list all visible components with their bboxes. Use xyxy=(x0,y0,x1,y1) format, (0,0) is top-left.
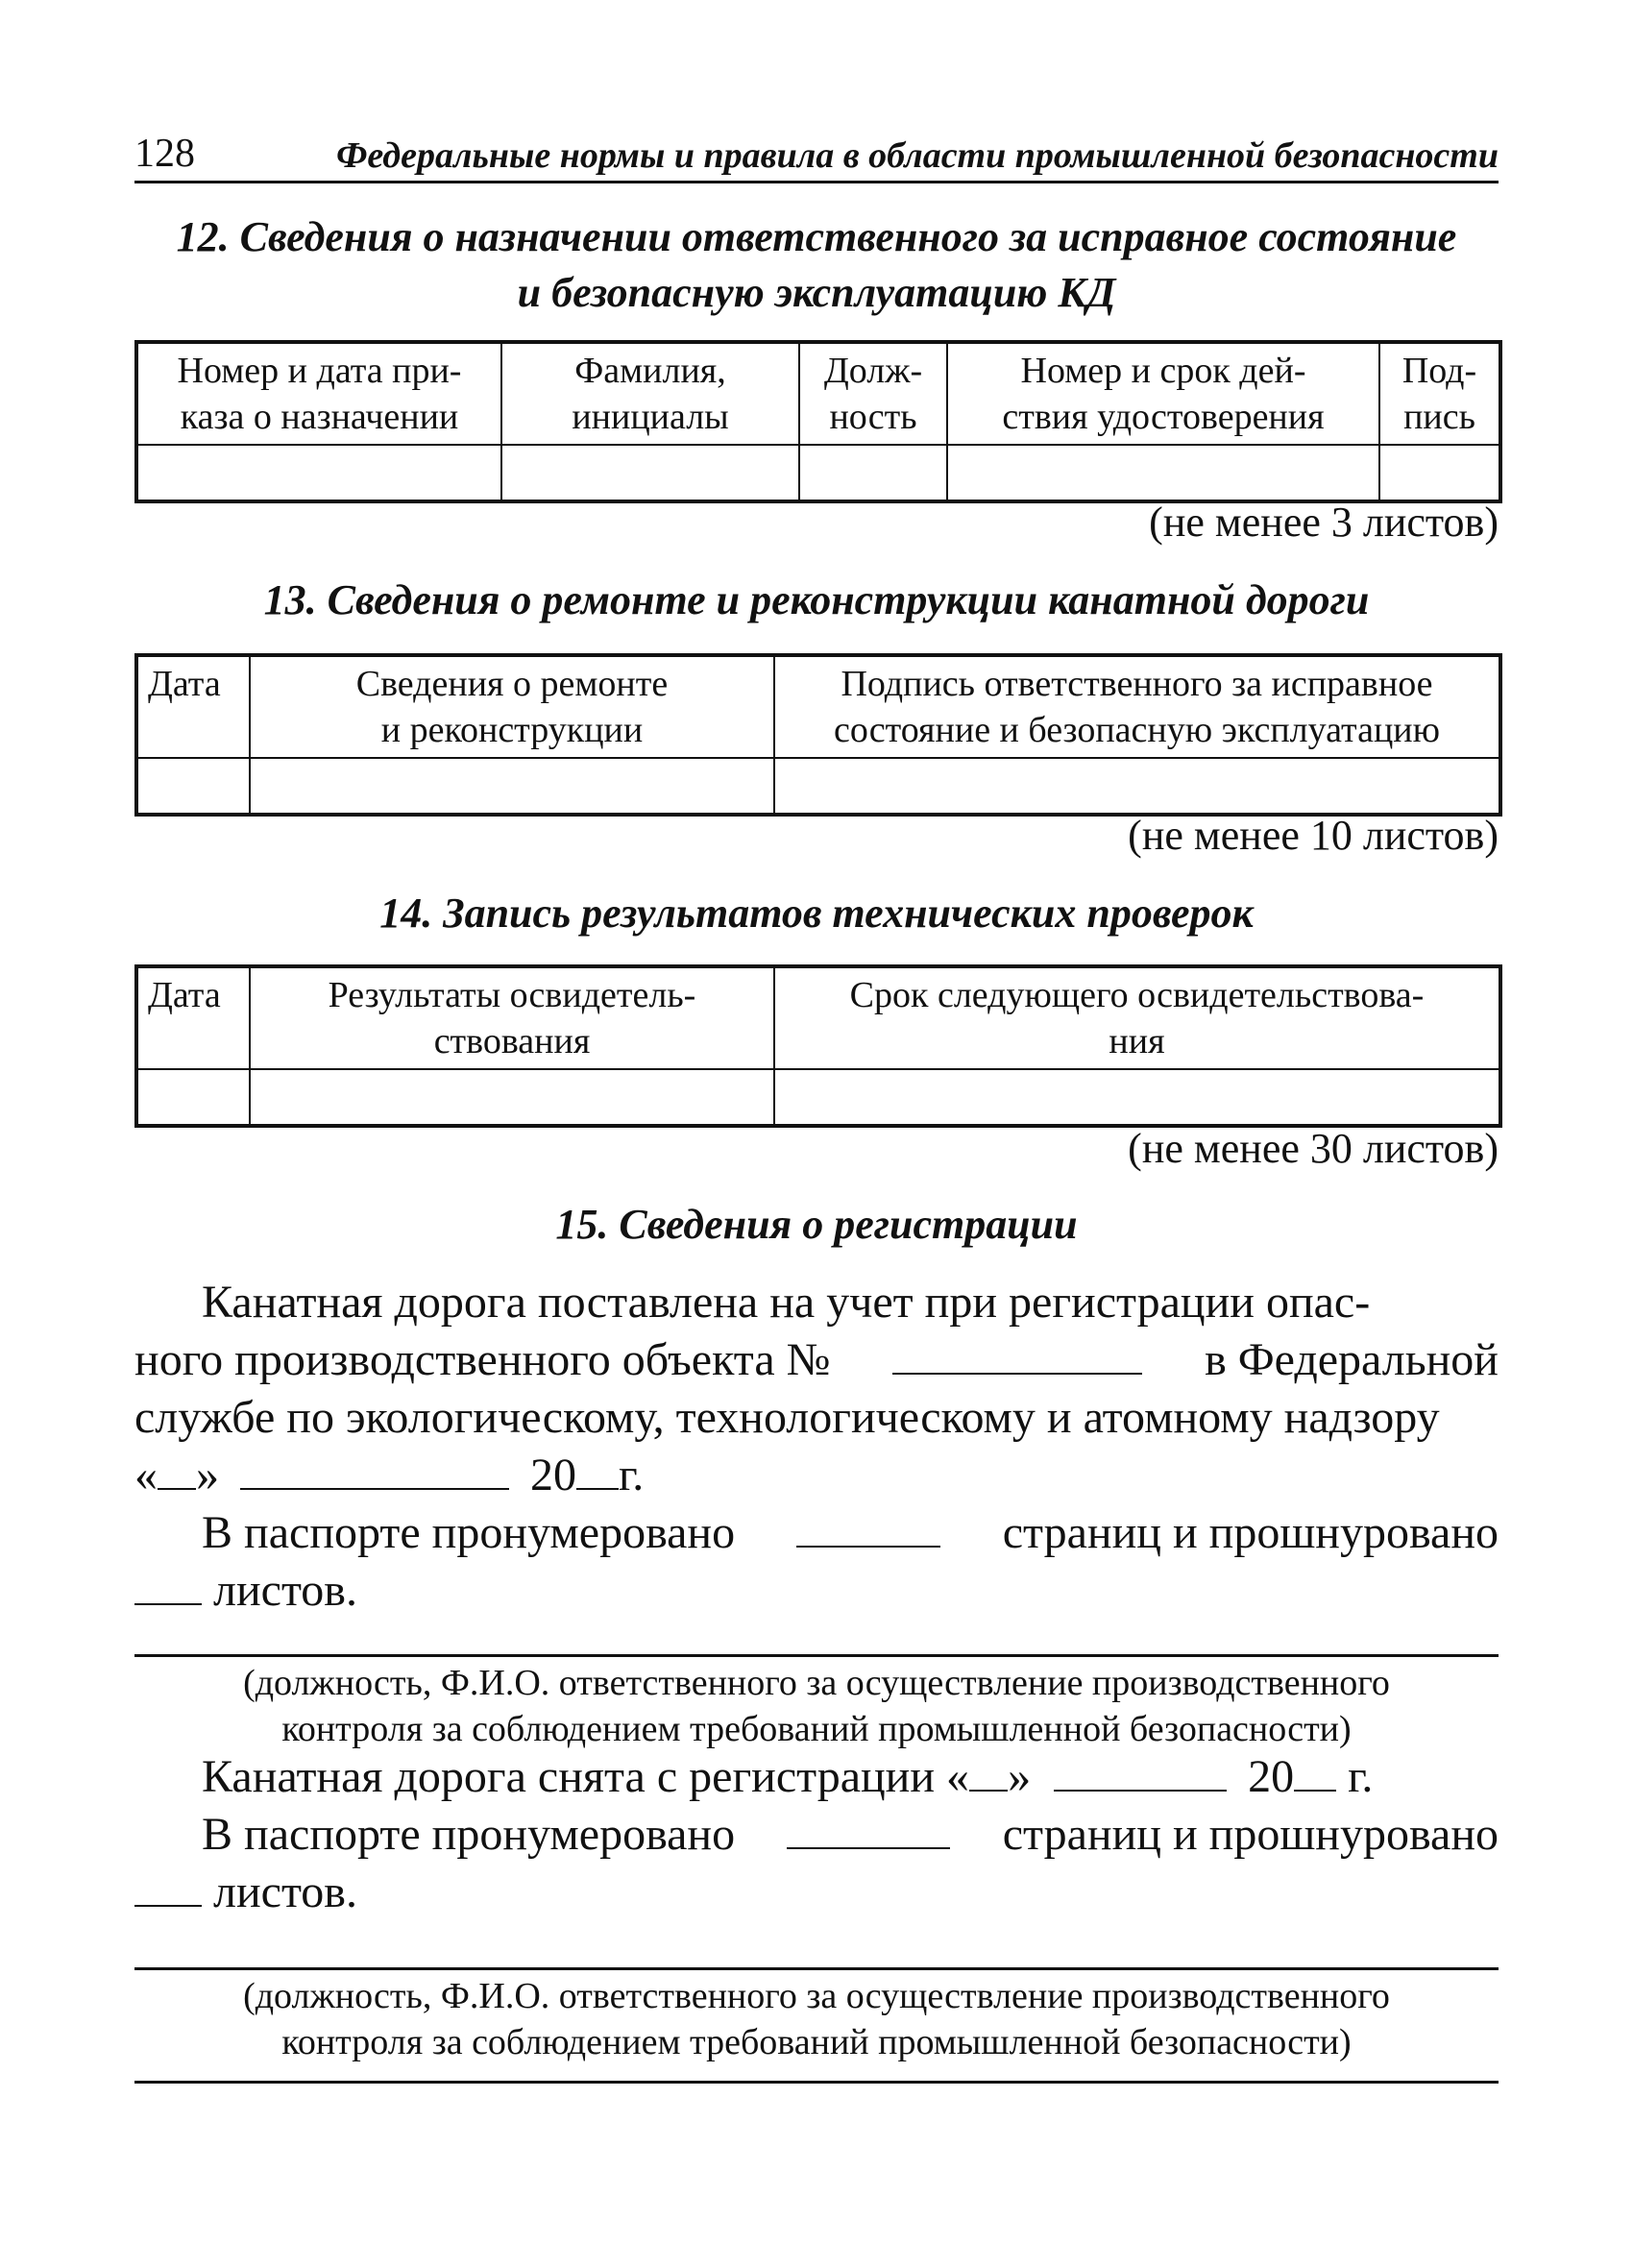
section-14-note: (не менее 30 листов) xyxy=(1128,1125,1499,1172)
sheets-line-text: листов. xyxy=(213,1565,357,1616)
column-header: Результаты освидетель- ствования xyxy=(250,966,774,1069)
signature-caption-1-line2: контроля за соблюдением требований промышленной безопасности) xyxy=(281,1709,1352,1749)
sheets-count-field[interactable] xyxy=(134,1567,202,1605)
deregistration-line xyxy=(134,1748,1499,1806)
signature-caption-2 xyxy=(134,1973,1499,2065)
pages-line-text: В паспорте пронумеровано xyxy=(202,1507,736,1558)
section-13-table xyxy=(134,653,1502,817)
column-header: Сведения о ремонте и реконструкции xyxy=(250,655,774,758)
table-header-row xyxy=(136,342,1500,445)
section-12-table xyxy=(134,340,1502,503)
pages-line-2-text: В паспорте пронумеровано xyxy=(202,1809,736,1860)
table-cell[interactable] xyxy=(250,1069,774,1126)
year-suffix: г. xyxy=(619,1450,645,1500)
table-cell[interactable] xyxy=(136,445,501,501)
registration-line2-tail: в Федеральной xyxy=(1205,1334,1499,1385)
deregistration-year-field[interactable] xyxy=(1294,1753,1336,1792)
deregistration-month-field[interactable] xyxy=(1054,1753,1227,1792)
pages-count-field[interactable] xyxy=(796,1509,940,1548)
registration-paragraph xyxy=(134,1274,1499,1620)
pages-line xyxy=(134,1504,1499,1562)
section-12-title-line1: 12. Сведения о назначении ответственного за исправное состояние xyxy=(176,213,1457,260)
registration-line3: службе по экологическому, технологическому и атомному надзору xyxy=(134,1392,1440,1443)
column-header: Номер и дата при- каза о назначении xyxy=(136,342,501,445)
table-cell[interactable] xyxy=(799,445,947,501)
registration-line1: Канатная дорога поставлена на учет при регистрации опас- xyxy=(202,1277,1371,1328)
column-header: Срок следующего освидетельствова- ния xyxy=(774,966,1500,1069)
running-header xyxy=(134,123,1499,183)
quote-open: « xyxy=(134,1450,158,1500)
section-14-title: 14. Запись результатов технических проверок xyxy=(379,890,1254,937)
object-number-field[interactable] xyxy=(892,1336,1142,1375)
registration-line2 xyxy=(134,1331,1499,1389)
year-field[interactable] xyxy=(576,1451,619,1490)
table-cell[interactable] xyxy=(774,1069,1500,1126)
deregistration-quote-close: » xyxy=(1008,1751,1032,1802)
day-field[interactable] xyxy=(158,1451,196,1490)
sheets-line-2-text: листов. xyxy=(213,1866,357,1917)
table-cell[interactable] xyxy=(136,1069,250,1126)
year-prefix: 20 xyxy=(530,1450,576,1500)
section-13-title: 13. Сведения о ремонте и реконструкции канатной дороги xyxy=(263,576,1370,623)
column-header: Под- пись xyxy=(1379,342,1500,445)
sheets-count-field-2[interactable] xyxy=(134,1868,202,1907)
deregistration-day-field[interactable] xyxy=(969,1753,1008,1792)
column-header: Номер и срок дей- ствия удостоверения xyxy=(947,342,1379,445)
column-header: Долж- ность xyxy=(799,342,947,445)
table-row xyxy=(136,445,1500,501)
pages-count-field-2[interactable] xyxy=(787,1811,950,1849)
table-cell[interactable] xyxy=(947,445,1379,501)
running-title: Федеральные нормы и правила в области промышленной безопасности xyxy=(336,135,1499,176)
section-15-title: 15. Сведения о регистрации xyxy=(555,1201,1078,1248)
deregistration-year-prefix: 20 xyxy=(1248,1751,1295,1802)
deregistration-text: Канатная дорога снята с регистрации « xyxy=(202,1751,970,1802)
table-cell[interactable] xyxy=(250,758,774,815)
signature-line-2[interactable] xyxy=(134,1967,1499,1970)
column-header: Подпись ответственного за исправное состояние и безопасную эксплуатацию xyxy=(774,655,1500,758)
section-12-title-line2: и безопасную эксплуатацию КД xyxy=(517,269,1116,316)
column-header: Фамилия, инициалы xyxy=(501,342,799,445)
table-row xyxy=(136,758,1500,815)
sheets-line-2 xyxy=(134,1864,1499,1921)
table-cell[interactable] xyxy=(1379,445,1500,501)
signature-caption-1-line1: (должность, Ф.И.О. ответственного за осуществление производственного xyxy=(243,1663,1390,1703)
deregistration-year-suffix: г. xyxy=(1348,1751,1374,1802)
bottom-rule xyxy=(134,2081,1499,2084)
section-14-table xyxy=(134,964,1502,1128)
column-header: Дата xyxy=(136,966,250,1069)
pages-line-2 xyxy=(134,1806,1499,1864)
table-header-row xyxy=(136,655,1500,758)
signature-caption-1 xyxy=(134,1660,1499,1752)
signature-line-1[interactable] xyxy=(134,1654,1499,1657)
table-header-row xyxy=(136,966,1500,1069)
signature-caption-2-line2: контроля за соблюдением требований промышленной безопасности) xyxy=(281,2022,1352,2062)
month-field[interactable] xyxy=(240,1451,509,1490)
sheets-line xyxy=(134,1562,1499,1620)
registration-line4 xyxy=(134,1447,1499,1504)
quote-close: » xyxy=(196,1450,219,1500)
deregistration-paragraph xyxy=(134,1748,1499,1921)
table-row xyxy=(136,1069,1500,1126)
column-header: Дата xyxy=(136,655,250,758)
pages-line-2-tail: страниц и прошнуровано xyxy=(1002,1809,1499,1860)
page-number: 128 xyxy=(134,132,195,176)
pages-line-tail: страниц и прошнуровано xyxy=(1002,1507,1499,1558)
section-12-note: (не менее 3 листов) xyxy=(1149,499,1499,546)
table-cell[interactable] xyxy=(501,445,799,501)
section-12-title xyxy=(134,209,1499,321)
section-13-note: (не менее 10 листов) xyxy=(1128,812,1499,859)
signature-caption-2-line1: (должность, Ф.И.О. ответственного за осуществление производственного xyxy=(243,1976,1390,2016)
table-cell[interactable] xyxy=(136,758,250,815)
registration-line2-text: ного производственного объекта № xyxy=(134,1334,831,1385)
table-cell[interactable] xyxy=(774,758,1500,815)
